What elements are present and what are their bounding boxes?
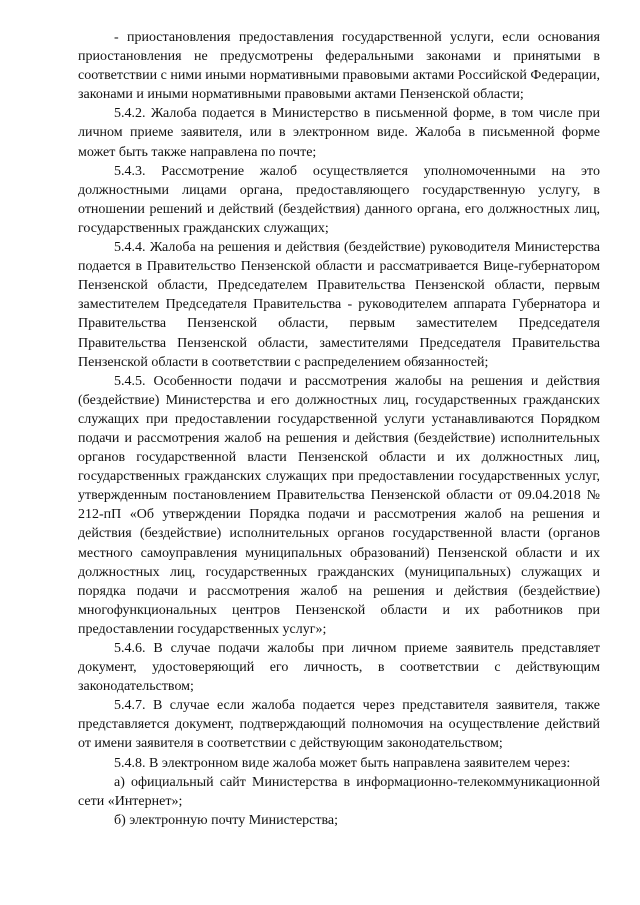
list-item-email: б) электронную почту Министерства; — [114, 812, 339, 828]
paragraph-5-4-2: 5.4.2. Жалоба подается в Министерство в письменной форме, в том числе при личном приеме заявителя, или в электронном виде. Жалоба в письменной форме может быть также направлена по почте; — [78, 106, 600, 160]
paragraph-5-4-3: 5.4.3. Рассмотрение жалоб осуществляется уполномоченными на это должностными лицами органа, предоставляющего государственную услугу, в отношении решений и действий (бездействия) данного органа, его должностных лиц, государственных гражданских служащих; — [78, 163, 600, 236]
paragraph-suspension-grounds: - приостановления предоставления государственной услуги, если основания приостановления не предусмотрены федеральными законами и принятыми в соответствии с ними иными нормативными правовыми актами Российской Федерации, законами и иными нормативными правовыми актами Пензенской области; — [78, 30, 600, 103]
paragraph-5-4-6: 5.4.6. В случае подачи жалобы при личном приеме заявитель представляет документ, удостоверяющий его личность, в соответствии с действующим законодательством; — [78, 641, 600, 695]
list-item-official-site: а) официальный сайт Министерства в информационно-телекоммуникационной сети «Интернет»; — [78, 774, 600, 809]
paragraph-5-4-4: 5.4.4. Жалоба на решения и действия (бездействие) руководителя Министерства подается в Правительство Пензенской области и рассматривается Вице-губернатором Пензенской области, Председателем Правительства Пензенской области, первым заместителем Председателя Правительства - руководителем аппарата Губернатора и Правительства Пензенской области, первым заместителем Председателя Правительства Пензенской области, заместителями Председателя Правительства Пензенской области в соответствии с распределением обязанностей; — [78, 240, 600, 370]
paragraph-5-4-8: 5.4.8. В электронном виде жалоба может быть направлена заявителем через: — [114, 755, 571, 771]
paragraph-5-4-7: 5.4.7. В случае если жалоба подается через представителя заявителя, также представляется документ, подтверждающий полномочия на осуществление действий от имени заявителя в соответствии с действующим законодательством; — [78, 698, 600, 752]
paragraph-5-4-5: 5.4.5. Особенности подачи и рассмотрения жалобы на решения и действия (бездействие) Министерства и его должностных лиц, государственных гражданских служащих при предоставлении государственной услуги устанавливаются Порядком подачи и рассмотрения жалоб на решения и действия (бездействие) исполнительных органов государственной власти Пензенской области и их должностных лиц, государственных гражданских служащих при предоставлении государственных услуг, утвержденным постановлением Правительства Пензенской области от 09.04.2018 № 212-пП «Об утверждении Порядка подачи и рассмотрения жалоб на решения и действия (бездействие) исполнительных органов государственной власти (органов местного самоуправления муниципальных образований) Пензенской области и их должностных лиц, государственных гражданских (муниципальных) служащих и порядка подачи и рассмотрения жалоб на решения и действия (бездействие) многофункциональных центров Пензенской области и их работников при предоставлении государственных услуг»; — [78, 373, 600, 637]
